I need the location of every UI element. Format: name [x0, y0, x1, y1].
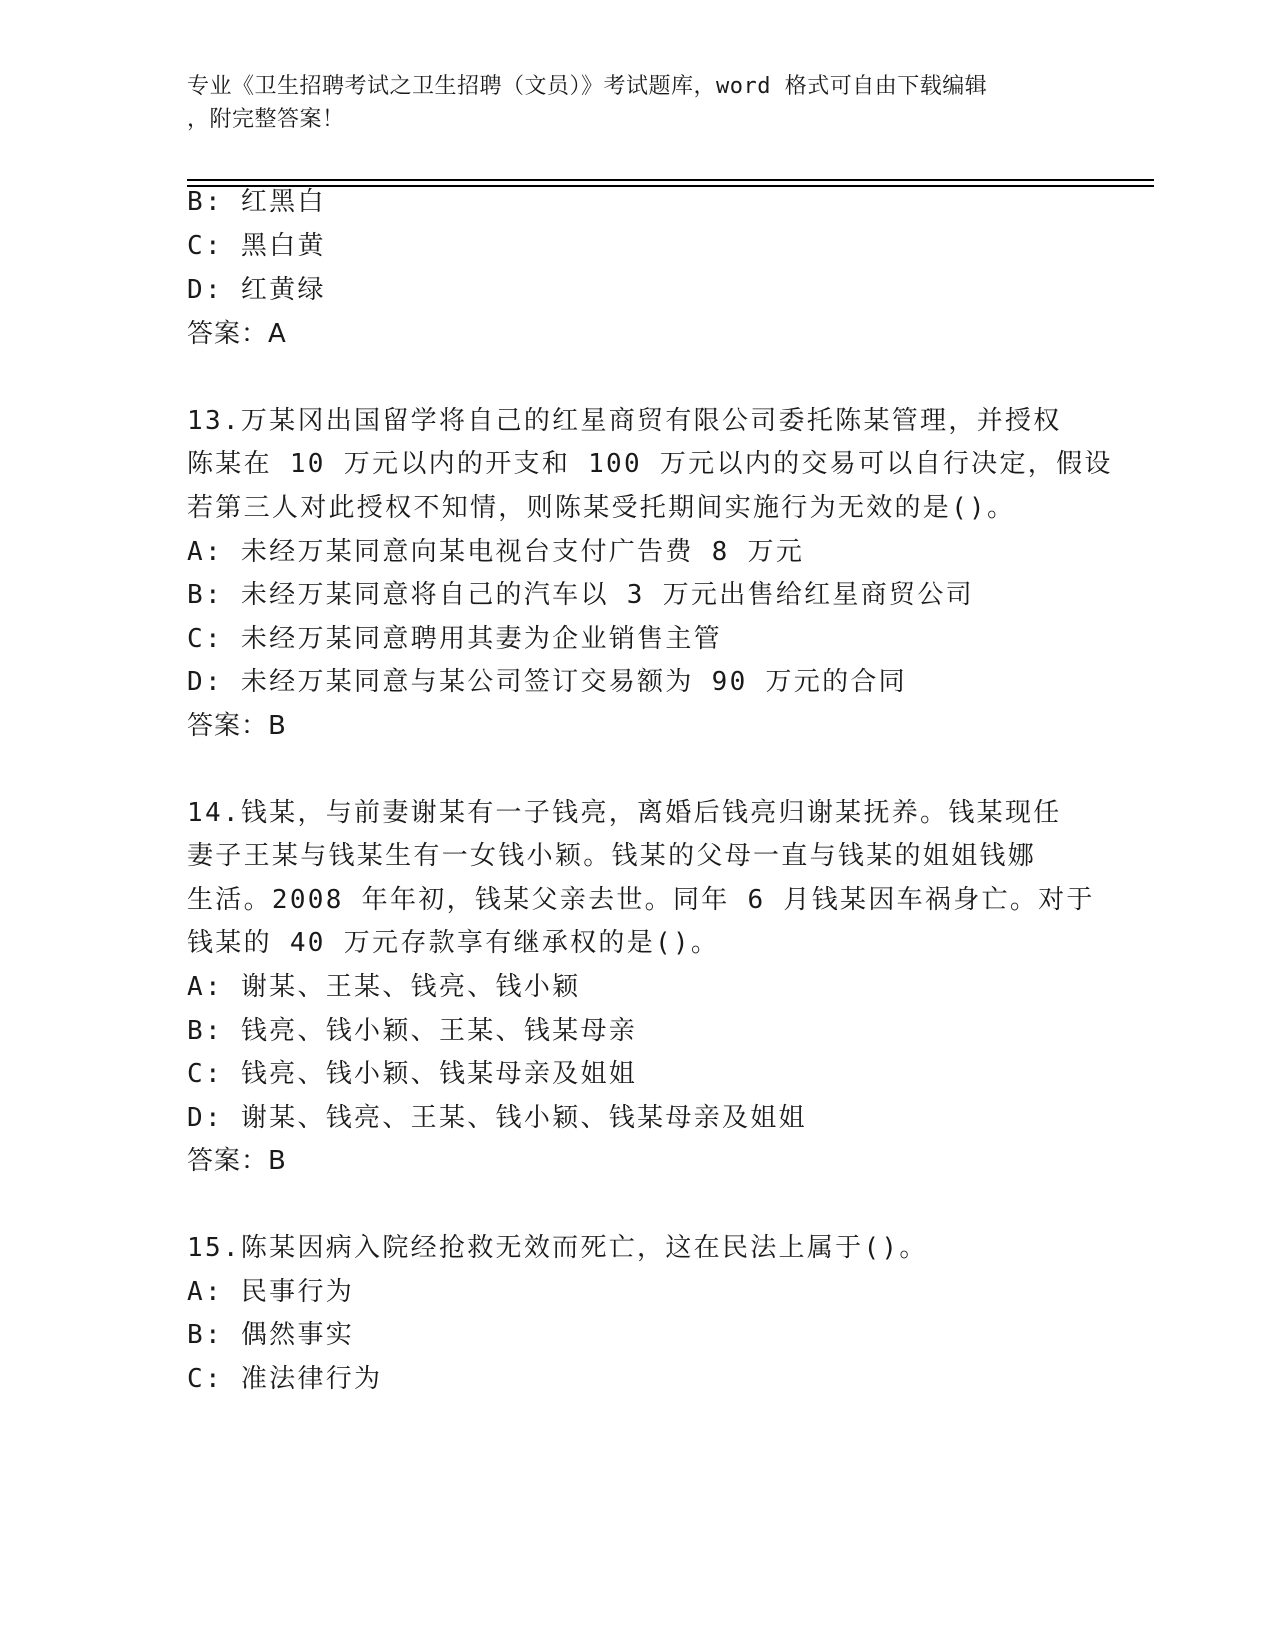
option-a: A: 民事行为: [187, 1277, 355, 1307]
answer: 答案：B: [187, 711, 287, 741]
answer: 答案：A: [187, 319, 287, 349]
option-b: B: 红黑白: [187, 187, 326, 217]
option-c: C: 准法律行为: [187, 1364, 383, 1394]
option-b: B: 未经万某同意将自己的汽车以 3 万元出售给红星商贸公司: [187, 580, 974, 610]
question-stem-line: 妻子王某与钱某生有一女钱小颖。钱某的父母一直与钱某的姐姐钱娜: [187, 841, 1037, 871]
option-d: D: 谢某、钱亮、王某、钱小颖、钱某母亲及姐姐: [187, 1103, 807, 1133]
option-d: D: 未经万某同意与某公司签订交易额为 90 万元的合同: [187, 667, 907, 697]
option-b: B: 偶然事实: [187, 1320, 355, 1350]
header-text: [187, 70, 1087, 136]
option-c: C: 未经万某同意聘用其妻为企业销售主管: [187, 624, 722, 654]
header-line-2: ，附完整答案！: [187, 107, 345, 132]
question-stem-line: 13.万某冈出国留学将自己的红星商贸有限公司委托陈某管理，并授权: [187, 406, 1062, 436]
question-stem-line: 14.钱某，与前妻谢某有一子钱亮，离婚后钱亮归谢某抚养。钱某现任: [187, 798, 1062, 828]
header-divider-top: [187, 179, 1154, 181]
answer: 答案：B: [187, 1146, 287, 1176]
option-c: C: 钱亮、钱小颖、钱某母亲及姐姐: [187, 1059, 638, 1089]
header-divider-bottom: [187, 185, 1154, 187]
option-a: A: 谢某、王某、钱亮、钱小颖: [187, 972, 581, 1002]
question-stem-line: 生活。2008 年年初，钱某父亲去世。同年 6 月钱某因车祸身亡。对于: [187, 885, 1095, 915]
header-line-1: 专业《卫生招聘考试之卫生招聘（文员）》考试题库，word 格式可自由下载编辑: [187, 74, 988, 99]
question-stem-line: 15.陈某因病入院经抢救无效而死亡，这在民法上属于()。: [187, 1233, 928, 1263]
question-stem-line: 陈某在 10 万元以内的开支和 100 万元以内的交易可以自行决定，假设: [187, 449, 1113, 479]
question-stem-line: 若第三人对此授权不知情，则陈某受托期间实施行为无效的是()。: [187, 493, 1016, 523]
option-d: D: 红黄绿: [187, 275, 326, 305]
option-c: C: 黑白黄: [187, 231, 326, 261]
option-b: B: 钱亮、钱小颖、王某、钱某母亲: [187, 1016, 638, 1046]
question-stem-line: 钱某的 40 万元存款享有继承权的是()。: [187, 928, 720, 958]
option-a: A: 未经万某同意向某电视台支付广告费 8 万元: [187, 537, 805, 567]
